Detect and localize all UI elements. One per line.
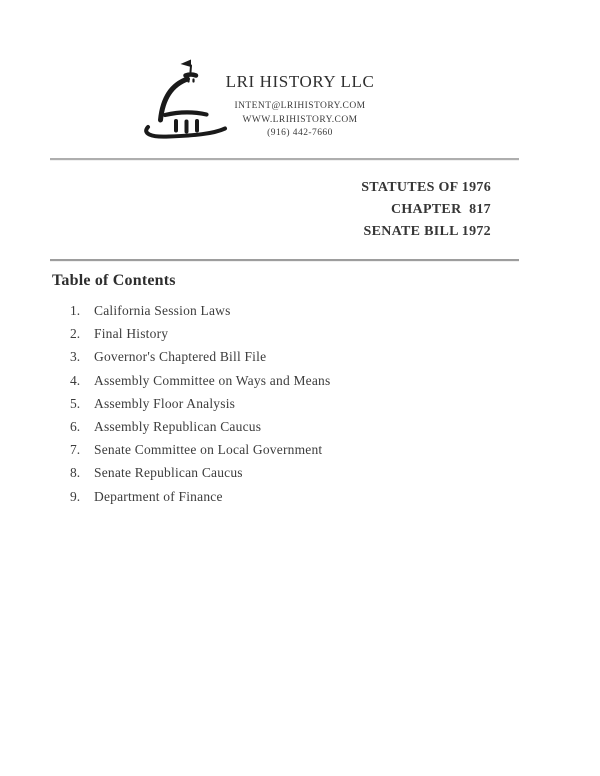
toc-item-label: California Session Laws [94,303,231,318]
chapter-line: CHAPTER 817 [390,202,491,217]
toc-item-label: Assembly Floor Analysis [94,395,236,411]
toc-item [70,489,330,512]
toc-item-label: Assembly Republican Caucus [94,418,262,434]
toc-item [70,349,330,372]
toc-item-number: 3. [70,349,81,365]
toc-item-label: Department of Finance [94,488,223,504]
header-divider [50,158,519,160]
toc-item-number: 1. [70,303,81,318]
toc-title: Table of Contents [52,272,176,289]
letterhead [208,72,392,141]
toc-item [70,303,330,326]
statutes-line: STATUTES OF 1976 [361,180,491,195]
section-divider [50,259,519,261]
toc-item [70,373,330,396]
toc-item [70,465,330,488]
senate-bill-line: SENATE BILL 1972 [363,224,491,239]
company-name: LRI HISTORY LLC [225,72,375,91]
toc-item-label: Assembly Committee on Ways and Means [94,372,331,388]
toc-list [70,303,330,512]
company-website: WWW.LRIHISTORY.COM [242,114,358,125]
toc-item-number: 2. [70,326,81,342]
toc-item [70,396,330,419]
toc-item-number: 9. [70,488,81,504]
toc-item [70,326,330,349]
toc-item-number: 8. [70,465,81,481]
toc-item-number: 5. [70,395,81,411]
toc-item-label: Final History [94,326,169,342]
company-phone: (916) 442-7660 [267,128,333,138]
toc-item [70,442,330,465]
toc-item-label: Senate Republican Caucus [94,465,243,481]
toc-item-number: 7. [70,442,81,458]
company-email: INTENT@LRIHISTORY.COM [234,101,366,111]
toc-item-label: Senate Committee on Local Government [94,442,323,458]
case-reference [361,177,491,243]
toc-item-number: 6. [70,418,81,434]
toc-item [70,419,330,442]
toc-item-label: Governor's Chaptered Bill File [94,349,267,365]
toc-item-number: 4. [70,372,81,388]
